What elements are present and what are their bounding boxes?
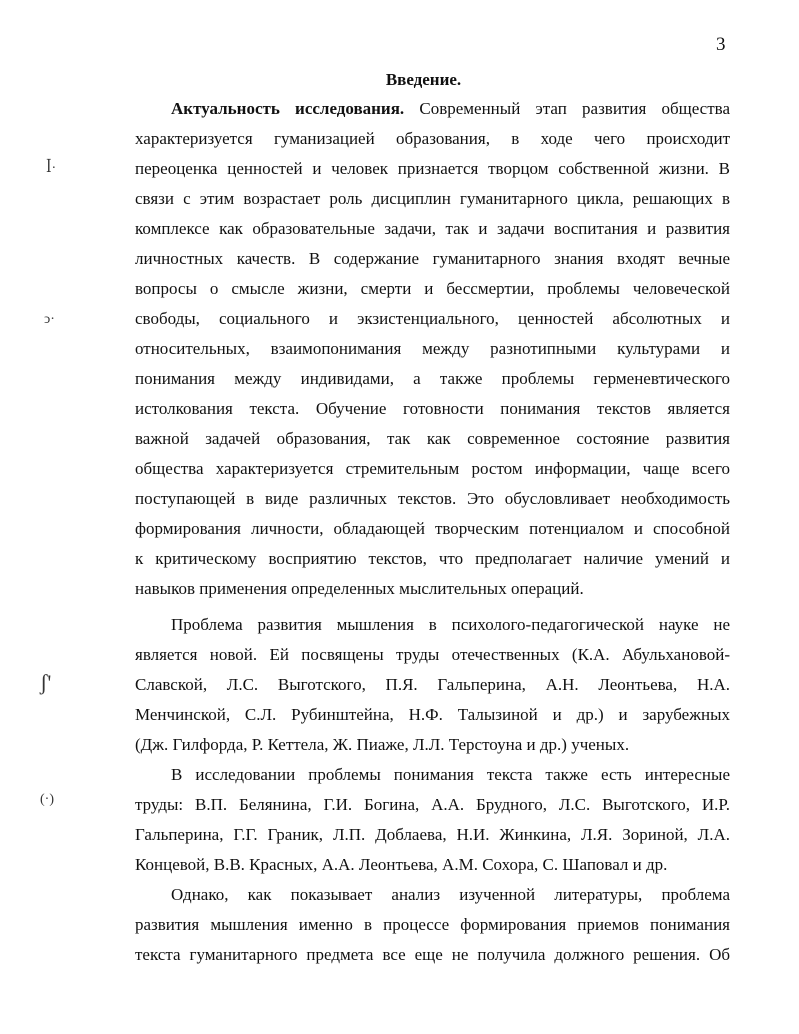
text-line: понимания между индивидами, а также проблемы герменевтического [135,369,730,388]
text-line: к критическому восприятию текстов, что предполагает наличие умений и [135,549,730,568]
text-line: Концевой, В.В. Красных, А.А. Леонтьева, А.М. Сохора, С. Шаповал и др. [135,855,668,874]
text-line: В исследовании проблемы понимания текста также есть интересные [171,765,730,784]
margin-mark: ʃ' [40,670,52,695]
text-line: Проблема развития мышления в психолого-педагогической науке не [171,615,730,634]
text-line: относительных, взаимопонимания между разнотипными культурами и [135,339,730,358]
paragraph-relevance [135,94,730,604]
text-line: Славской, Л.С. Выготского, П.Я. Гальперина, А.Н. Леонтьева, Н.А. [135,675,730,694]
text-line: характеризуется гуманизацией образования, в ходе чего происходит [135,129,730,148]
paragraph-understanding [135,760,730,880]
margin-mark: ꟾ· [46,161,57,176]
text-line: свободы, социального и экзистенциального, ценностей абсолютных и [135,309,730,328]
text-line: Менчинской, С.Л. Рубинштейна, Н.Ф. Талызиной и др.) и зарубежных [135,705,730,724]
text-line: вопросы о смысле жизни, смерти и бессмертии, проблемы человеческой [135,279,730,298]
text-line: истолкования текста. Обучение готовности понимания текстов является [135,399,730,418]
text-line: Гальперина, Г.Г. Граник, Л.П. Доблаева, Н.И. Жинкина, Л.Я. Зориной, Л.А. [135,825,730,844]
paragraph-lead: Актуальность исследования. [171,99,405,118]
text-line: труды: В.П. Белянина, Г.И. Богина, А.А. Брудного, Л.С. Выготского, И.Р. [135,795,730,814]
text-line: поступающей в виде различных текстов. Это обусловливает необходимость [135,489,730,508]
text-line: комплексе как образовательные задачи, так и задачи воспитания и развития [135,219,730,238]
text-line: переоценка ценностей и человек признается творцом собственной жизни. В [135,159,730,178]
text-line: связи с этим возрастает роль дисциплин гуманитарного цикла, решающих в [135,189,730,208]
text-line: личностных качеств. В содержание гуманитарного знания входят вечные [135,249,730,268]
text-line: является новой. Ей посвящены труды отечественных (К.А. Абульхановой- [135,645,730,664]
text-line: общества характеризуется стремительным ростом информации, чаще всего [135,459,730,478]
text-line: текста гуманитарного предмета все еще не получила должного решения. Об [135,945,730,964]
page-number: 3 [716,34,726,55]
paragraph-however [135,880,730,970]
text-line: Однако, как показывает анализ изученной литературы, проблема [171,885,730,904]
margin-mark: (·) [40,792,54,807]
text-line: развития мышления именно в процессе формирования приемов понимания [135,915,730,934]
margin-mark: ↄ· [44,312,55,327]
text-line: формирования личности, обладающей творческим потенциалом и способной [135,519,730,538]
text-line: важной задачей образования, так как современное состояние развития [135,429,730,448]
section-title: Введение. [385,70,462,89]
text-line: навыков применения определенных мыслительных операций. [135,579,584,598]
text-line: (Дж. Гилфорда, Р. Кеттела, Ж. Пиаже, Л.Л. Терстоуна и др.) ученых. [135,735,630,754]
text-line-content: Современный этап развития общества [404,99,730,118]
text-line [135,94,730,124]
paragraph-thinking [135,610,730,760]
